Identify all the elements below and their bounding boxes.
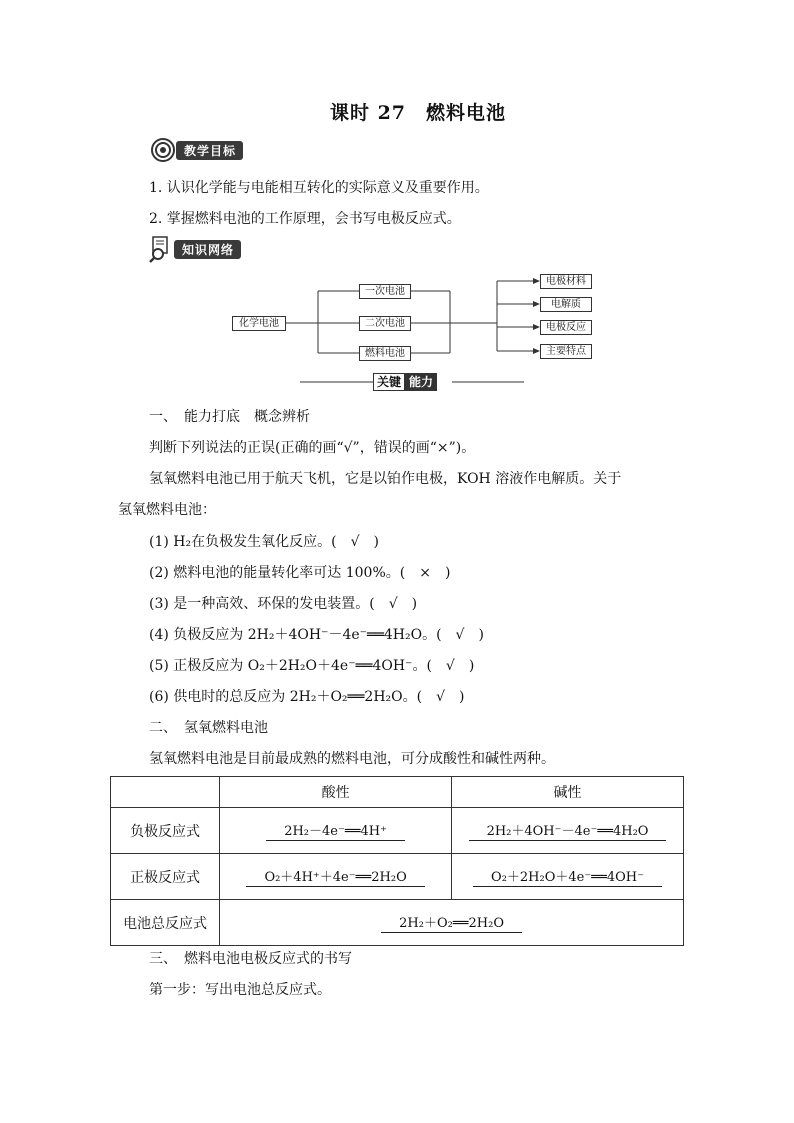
diagram-type-node: 一次电池	[359, 284, 411, 299]
key-ability-label-1: 关键	[373, 373, 405, 391]
table-header-cell	[111, 777, 220, 808]
table-header-row	[111, 777, 684, 808]
row-label: 正极反应式	[111, 854, 220, 900]
diagram-root-node: 化学电池	[232, 316, 286, 331]
equation-answer: 2H₂＋4OH⁻－4e⁻══4H₂O	[469, 820, 667, 841]
intro-text: 氢氧燃料电池已用于航天飞机，它是以铂作电极，KOH 溶液作电解质。关于	[149, 471, 622, 487]
page-title: 课时 27 燃料电池	[329, 102, 507, 124]
key-ability-badge	[373, 373, 437, 391]
intro-text: 氢氧燃料电池：	[118, 502, 216, 518]
diagram-aspect-node: 主要特点	[540, 344, 592, 359]
diagram-type-node: 燃料电池	[359, 346, 411, 361]
equation-table	[110, 776, 684, 946]
goal-item: 2. 掌握燃料电池的工作原理，会书写电极反应式。	[149, 211, 461, 227]
judgement-item: (4) 负极反应为 2H₂＋4OH⁻－4e⁻══4H₂O。( √ )	[149, 627, 484, 643]
table-row	[111, 854, 684, 900]
table-cell	[452, 854, 684, 900]
table-row	[111, 900, 684, 946]
table-cell	[220, 808, 452, 854]
section-heading: 二、 氢氧燃料电池	[149, 720, 268, 736]
judgement-item: (6) 供电时的总反应为 2H₂＋O₂══2H₂O。( √ )	[149, 689, 465, 705]
instruction-text: 判断下列说法的正误(正确的画“√”，错误的画“×”)。	[149, 440, 476, 456]
section-heading: 三、 燃料电池电极反应式的书写	[149, 951, 352, 967]
row-label: 电池总反应式	[111, 900, 220, 946]
diagram-aspect-node: 电极反应	[540, 320, 592, 335]
key-ability-label-2: 能力	[405, 373, 437, 391]
knowledge-network-label: 知识网络	[174, 240, 241, 259]
table-cell	[220, 854, 452, 900]
goal-item: 1. 认识化学能与电能相互转化的实际意义及重要作用。	[149, 180, 489, 196]
diagram-type-node: 二次电池	[359, 316, 411, 331]
judgement-item: (3) 是一种高效、环保的发电装置。( √ )	[149, 596, 418, 612]
teaching-goals-label: 教学目标	[176, 141, 243, 160]
judgement-item: (1) H₂在负极发生氧化反应。( √ )	[149, 534, 379, 550]
diagram-aspect-node: 电极材料	[540, 274, 592, 289]
equation-answer: 2H₂－4e⁻══4H⁺	[266, 820, 405, 841]
equation-answer: 2H₂＋O₂══2H₂O	[381, 912, 522, 933]
equation-answer: O₂＋2H₂O＋4e⁻══4OH⁻	[473, 866, 662, 887]
judgement-item: (2) 燃料电池的能量转化率可达 100%。( × )	[149, 565, 451, 581]
row-label: 负极反应式	[111, 808, 220, 854]
table-cell	[452, 808, 684, 854]
table-header-cell: 酸性	[220, 777, 452, 808]
section-heading: 一、 能力打底 概念辨析	[149, 409, 310, 425]
equation-answer: O₂＋4H⁺＋4e⁻══2H₂O	[246, 866, 424, 887]
diagram-aspect-node: 电解质	[540, 297, 592, 312]
step-text: 第一步：写出电池总反应式。	[149, 982, 331, 998]
intro-text: 氢氧燃料电池是目前最成熟的燃料电池，可分成酸性和碱性两种。	[149, 751, 555, 767]
judgement-item: (5) 正极反应为 O₂＋2H₂O＋4e⁻══4OH⁻。( √ )	[149, 658, 475, 674]
table-header-cell: 碱性	[452, 777, 684, 808]
knowledge-diagram-lines	[0, 0, 794, 400]
table-row	[111, 808, 684, 854]
table-cell	[220, 900, 684, 946]
